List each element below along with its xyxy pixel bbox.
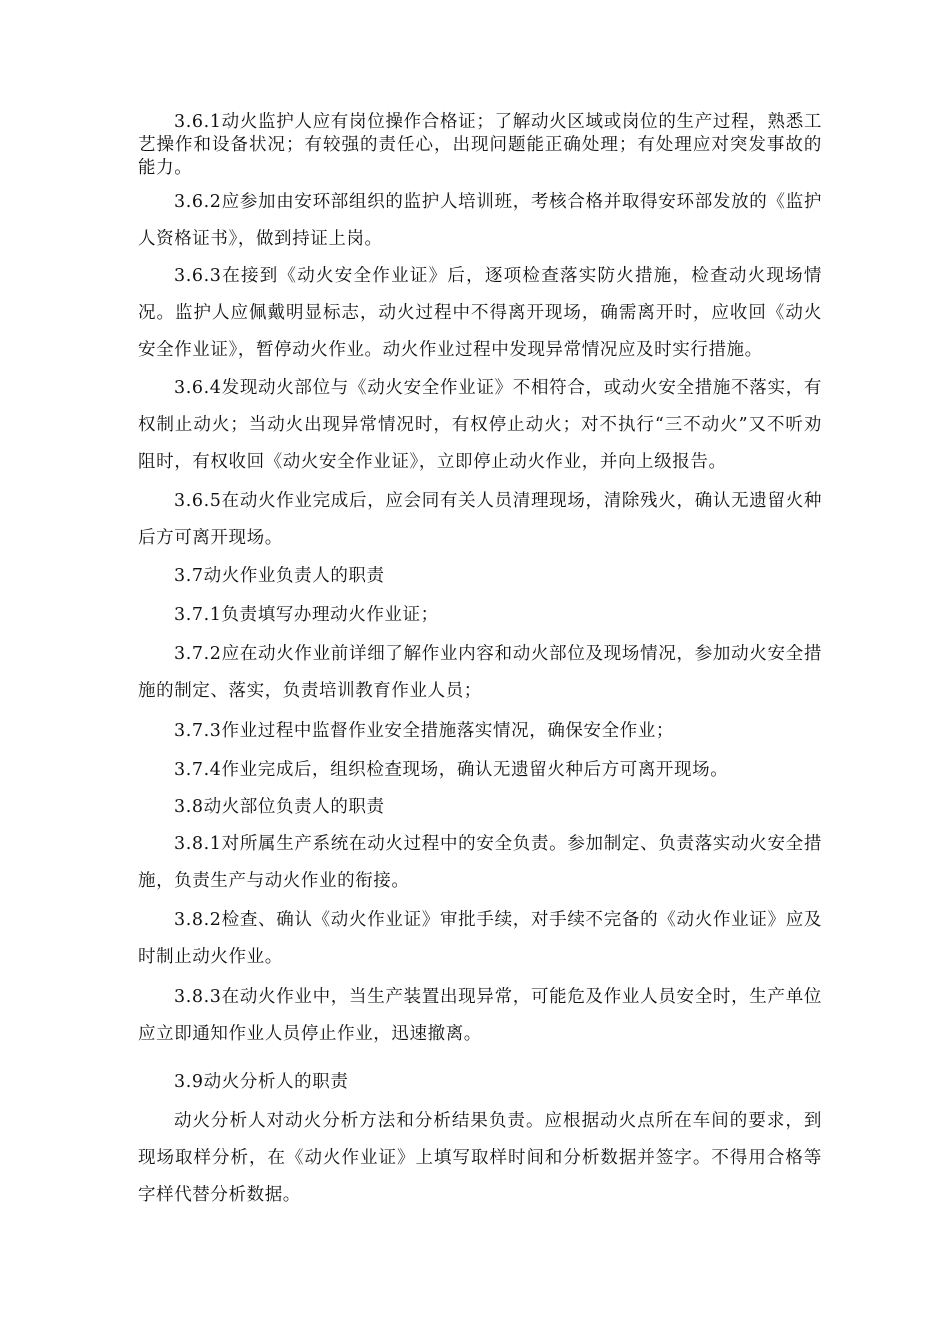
paragraph-3-7-4: 3.7.4作业完成后，组织检查现场，确认无遗留火种后方可离开现场。 (174, 760, 729, 780)
paragraph-3-9-body: 动火分析人对动火分析方法和分析结果负责。应根据动火点所在车间的要求，到现场取样分析，在《动火作业证》上填写取样时间和分析数据并签字。不得用合格等字样代替分析数据。 (138, 1111, 822, 1205)
paragraph-3-7-2: 3.7.2应在动火作业前详细了解作业内容和动火部位及现场情况，参加动火安全措施的制定、落实，负责培训教育作业人员； (138, 644, 822, 701)
paragraph-3-8-3: 3.8.3在动火作业中，当生产装置出现异常，可能危及作业人员安全时，生产单位应立即通知作业人员停止作业，迅速撤离。 (138, 987, 822, 1044)
paragraph-3-6-2: 3.6.2应参加由安环部组织的监护人培训班，考核合格并取得安环部发放的《监护人资格证书》，做到持证上岗。 (138, 192, 822, 249)
paragraph-3-8-2: 3.8.2检查、确认《动火作业证》审批手续，对手续不完备的《动火作业证》应及时制止动火作业。 (138, 910, 822, 967)
section-heading-3-9: 3.9动火分析人的职责 (174, 1072, 349, 1092)
paragraph-3-8-1: 3.8.1对所属生产系统在动火过程中的安全负责。参加制定、负责落实动火安全措施，负责生产与动火作业的衔接。 (138, 834, 822, 891)
paragraph-3-6-3: 3.6.3在接到《动火安全作业证》后，逐项检查落实防火措施，检查动火现场情况。监护人应佩戴明显标志，动火过程中不得离开现场，确需离开时，应收回《动火安全作业证》，暂停动火作业。动火作业过程中发现异常情况应及时实行措施。 (138, 266, 822, 360)
section-heading-3-7: 3.7动火作业负责人的职责 (174, 566, 385, 586)
paragraph-3-7-1: 3.7.1负责填写办理动火作业证； (174, 605, 439, 625)
section-heading-3-8: 3.8动火部位负责人的职责 (174, 797, 385, 817)
paragraph-3-6-4: 3.6.4发现动火部位与《动火安全作业证》不相符合，或动火安全措施不落实，有权制止动火；当动火出现异常情况时，有权停止动火；对不执行“三不动火”又不听劝阻时，有权收回《动火安全作业证》，立即停止动火作业，并向上级报告。 (138, 378, 822, 472)
paragraph-3-7-3: 3.7.3作业过程中监督作业安全措施落实情况，确保安全作业； (174, 721, 675, 741)
paragraph-3-6-5: 3.6.5在动火作业完成后，应会同有关人员清理现场，清除残火，确认无遗留火种后方可离开现场。 (138, 491, 822, 548)
paragraph-3-6-1: 3.6.1动火监护人应有岗位操作合格证；了解动火区域或岗位的生产过程，熟悉工艺操作和设备状况；有较强的责任心，出现问题能正确处理；有处理应对突发事故的能力。 (138, 112, 822, 178)
